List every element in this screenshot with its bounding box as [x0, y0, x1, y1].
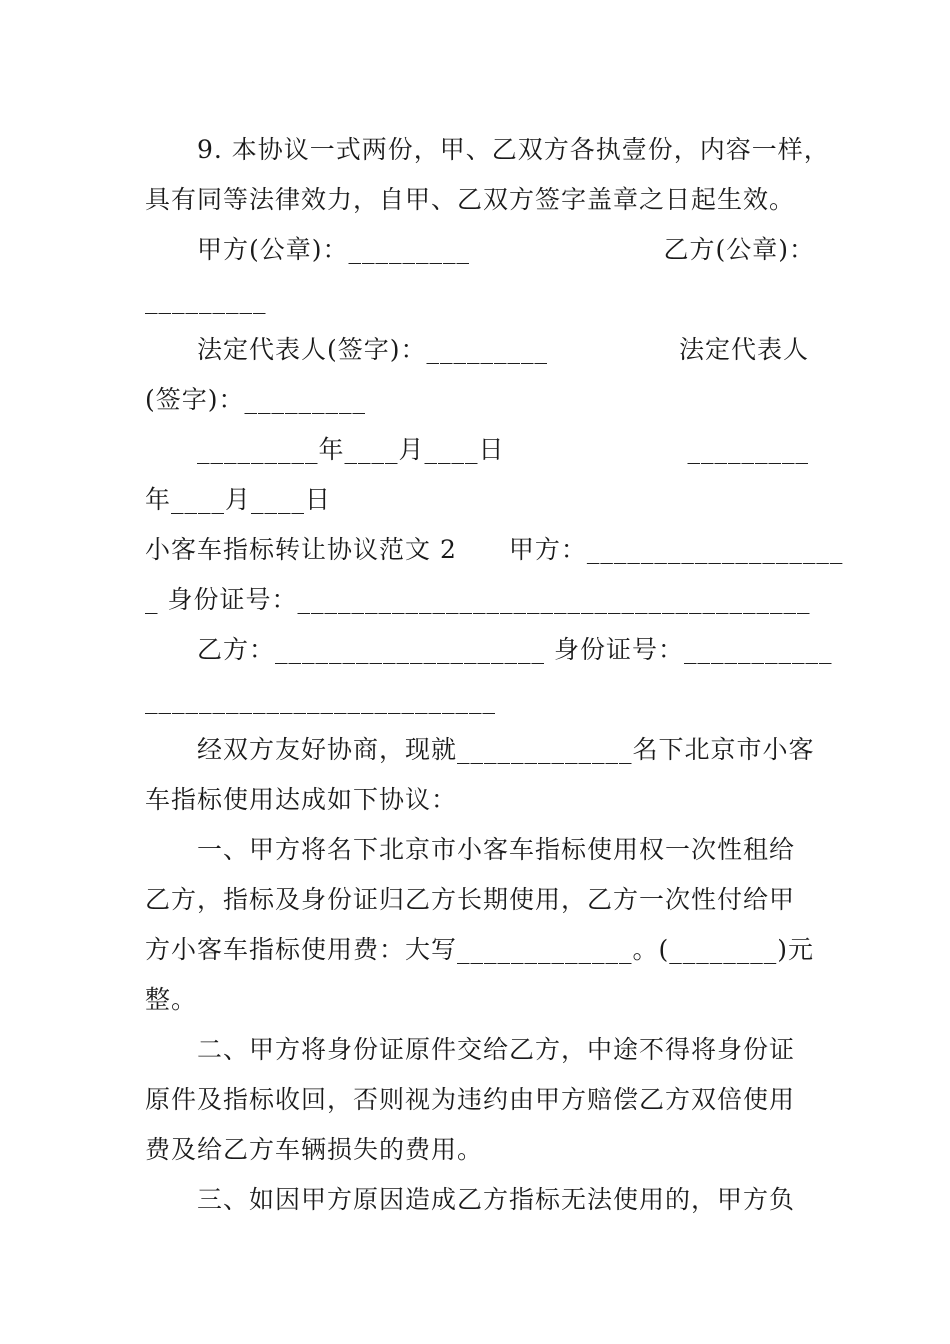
party-b-seal: 乙方(公章)： [663, 235, 815, 264]
party-a-representative: 法定代表人(签字)：_________ [197, 335, 549, 364]
intro-line-1: 经双方友好协商，现就_____________名下北京市小客 [197, 735, 815, 764]
party-b-id-continued: __________________________ [145, 685, 496, 714]
party-b-seal-continued: _________ [145, 285, 267, 314]
party-b-date: _________ [687, 435, 809, 464]
party-b-and-id-number: 乙方：____________________ 身份证号：___________ [197, 635, 833, 664]
clause-9-line-1: 9. 本协议一式两份，甲、乙双方各执壹份，内容一样， [197, 135, 830, 164]
party-b-date-continued: 年____月____日 [145, 485, 332, 514]
intro-line-2: 车指标使用达成如下协议： [145, 785, 458, 814]
clause-3-line-1: 三、如因甲方原因造成乙方指标无法使用的，甲方负 [197, 1185, 796, 1214]
agreement-2-title-and-party-a: 小客车指标转让协议范文 2 甲方：___________________ [145, 535, 844, 564]
party-a-seal: 甲方(公章)：_________ [197, 235, 471, 264]
party-a-date: _________年____月____日 [197, 435, 505, 464]
clause-1-line-2: 乙方，指标及身份证归乙方长期使用，乙方一次性付给甲 [145, 885, 796, 914]
clause-2-line-3: 费及给乙方车辆损失的费用。 [145, 1135, 484, 1164]
date-row [197, 435, 809, 465]
clause-2-line-1: 二、甲方将身份证原件交给乙方，中途不得将身份证 [197, 1035, 796, 1064]
representative-row [197, 335, 809, 365]
party-b-representative-continued: (签字)：_________ [145, 385, 367, 414]
clause-1-line-4: 整。 [145, 985, 198, 1014]
party-b-representative: 法定代表人 [678, 335, 809, 364]
clause-1-line-3: 方小客车指标使用费：大写_____________。(________)元 [145, 935, 815, 964]
clause-2-line-2: 原件及指标收回，否则视为违约由甲方赔偿乙方双倍使用 [145, 1085, 796, 1114]
party-a-id-number: _ 身份证号：______________________________________ [145, 585, 811, 614]
seal-row [197, 235, 815, 265]
clause-1-line-1: 一、甲方将名下北京市小客车指标使用权一次性租给 [197, 835, 796, 864]
clause-9-line-2: 具有同等法律效力，自甲、乙双方签字盖章之日起生效。 [145, 185, 796, 214]
